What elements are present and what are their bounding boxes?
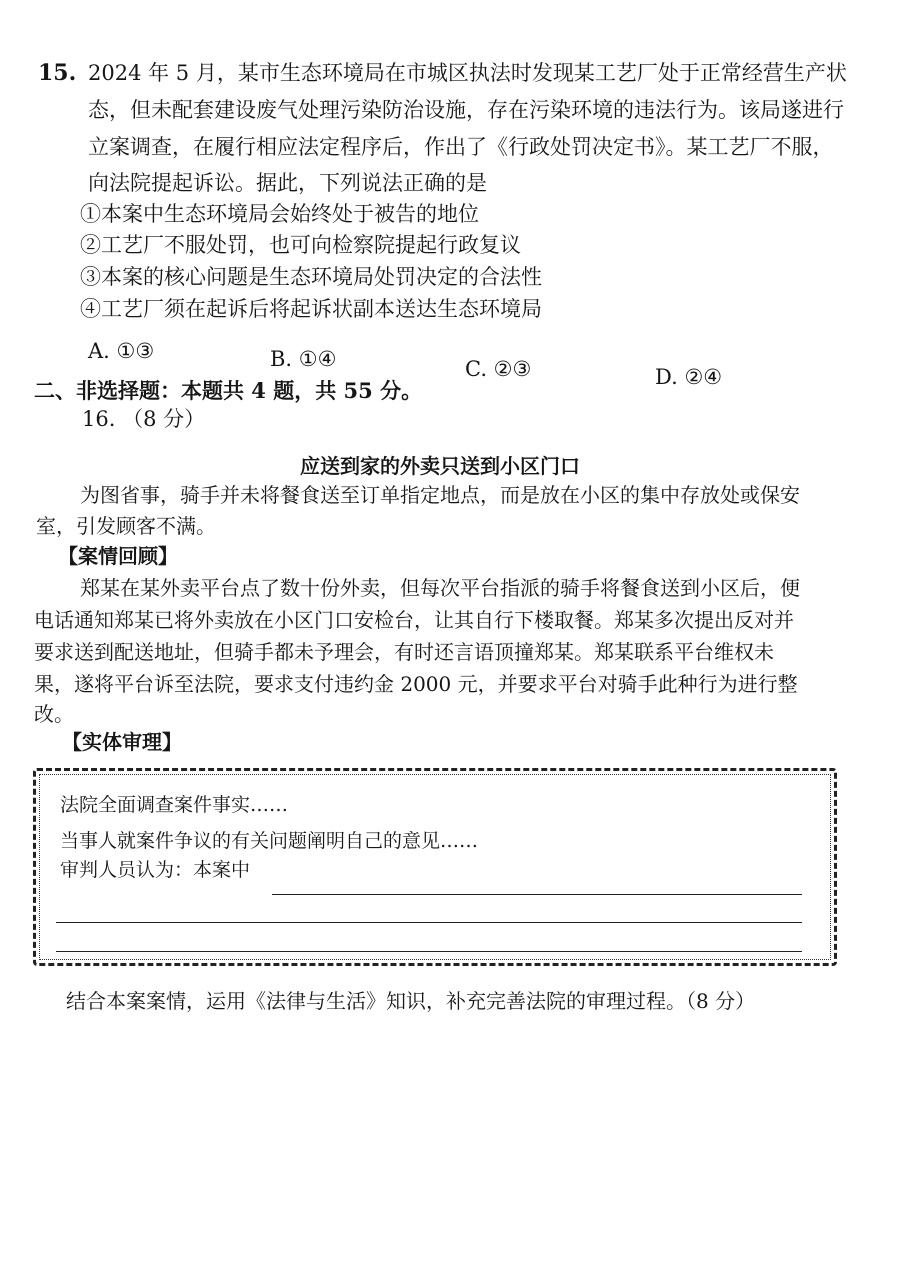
q15-stem-line-2: 态，但未配套建设废气处理污染防治设施，存在污染环境的违法行为。该局遂进行 xyxy=(88,98,844,122)
q15-option-a: A. ①③ xyxy=(88,339,155,363)
q15-statement-2: ②工艺厂不服处罚，也可向检察院提起行政复议 xyxy=(80,233,521,257)
answer-line-2[interactable] xyxy=(56,922,802,923)
answer-line-3[interactable] xyxy=(56,951,802,952)
section-2-heading: 二、非选择题：本题共 4 题，共 55 分。 xyxy=(34,378,423,403)
q15-option-c: C. ②③ xyxy=(465,357,532,381)
answer-line-1[interactable] xyxy=(272,894,802,895)
box-line-2: 当事人就案件争议的有关问题阐明自己的意见…… xyxy=(60,830,479,852)
q15-statement-4: ④工艺厂须在起诉后将起诉状副本送达生态环境局 xyxy=(80,297,542,321)
q16-trial-heading: 【实体审理】 xyxy=(62,730,182,754)
q16-review-heading: 【案情回顾】 xyxy=(58,544,178,568)
q15-statement-1: ①本案中生态环境局会始终处于被告的地位 xyxy=(80,202,479,226)
q15-stem-line-1: 2024 年 5 月，某市生态环境局在市城区执法时发现某工艺厂处于正常经营生产状 xyxy=(88,61,847,85)
q15-stem-line-4: 向法院提起诉讼。据此，下列说法正确的是 xyxy=(88,171,487,195)
q15-option-b: B. ①④ xyxy=(270,347,337,371)
box-line-1: 法院全面调查案件事实…… xyxy=(60,794,289,816)
q15-statement-3: ③本案的核心问题是生态环境局处罚决定的合法性 xyxy=(80,265,542,289)
q16-review-line-1: 郑某在某外卖平台点了数十份外卖，但每次平台指派的骑手将餐食送到小区后，便 xyxy=(80,576,800,600)
q16-review-line-5: 改。 xyxy=(34,702,74,726)
q16-intro-line-1: 为图省事，骑手并未将餐食送至订单指定地点，而是放在小区的集中存放处或保安 xyxy=(80,483,800,507)
q15-option-d: D. ②④ xyxy=(655,365,723,389)
question-16-label: 16. （8 分） xyxy=(82,407,206,431)
box-line-3: 审判人员认为：本案中 xyxy=(60,859,251,881)
q16-review-line-2: 电话通知郑某已将外卖放在小区门口安检台，让其自行下楼取餐。郑某多次提出反对并 xyxy=(34,608,794,632)
q15-stem-line-3: 立案调查，在履行相应法定程序后，作出了《行政处罚决定书》。某工艺厂不服， xyxy=(88,135,834,159)
q16-review-line-3: 要求送到配送地址，但骑手都未予理会，有时还言语顶撞郑某。郑某联系平台维权未 xyxy=(34,640,774,664)
q16-review-line-4: 果，遂将平台诉至法院，要求支付违约金 2000 元，并要求平台对骑手此种行为进行整 xyxy=(34,672,798,696)
question-15-number: 15. xyxy=(38,60,77,86)
q16-title: 应送到家的外卖只送到小区门口 xyxy=(300,454,580,478)
q16-instruction: 结合本案案情，运用《法律与生活》知识，补充完善法院的审理过程。（8 分） xyxy=(66,989,756,1013)
q16-intro-line-2: 室，引发顾客不满。 xyxy=(36,514,216,538)
